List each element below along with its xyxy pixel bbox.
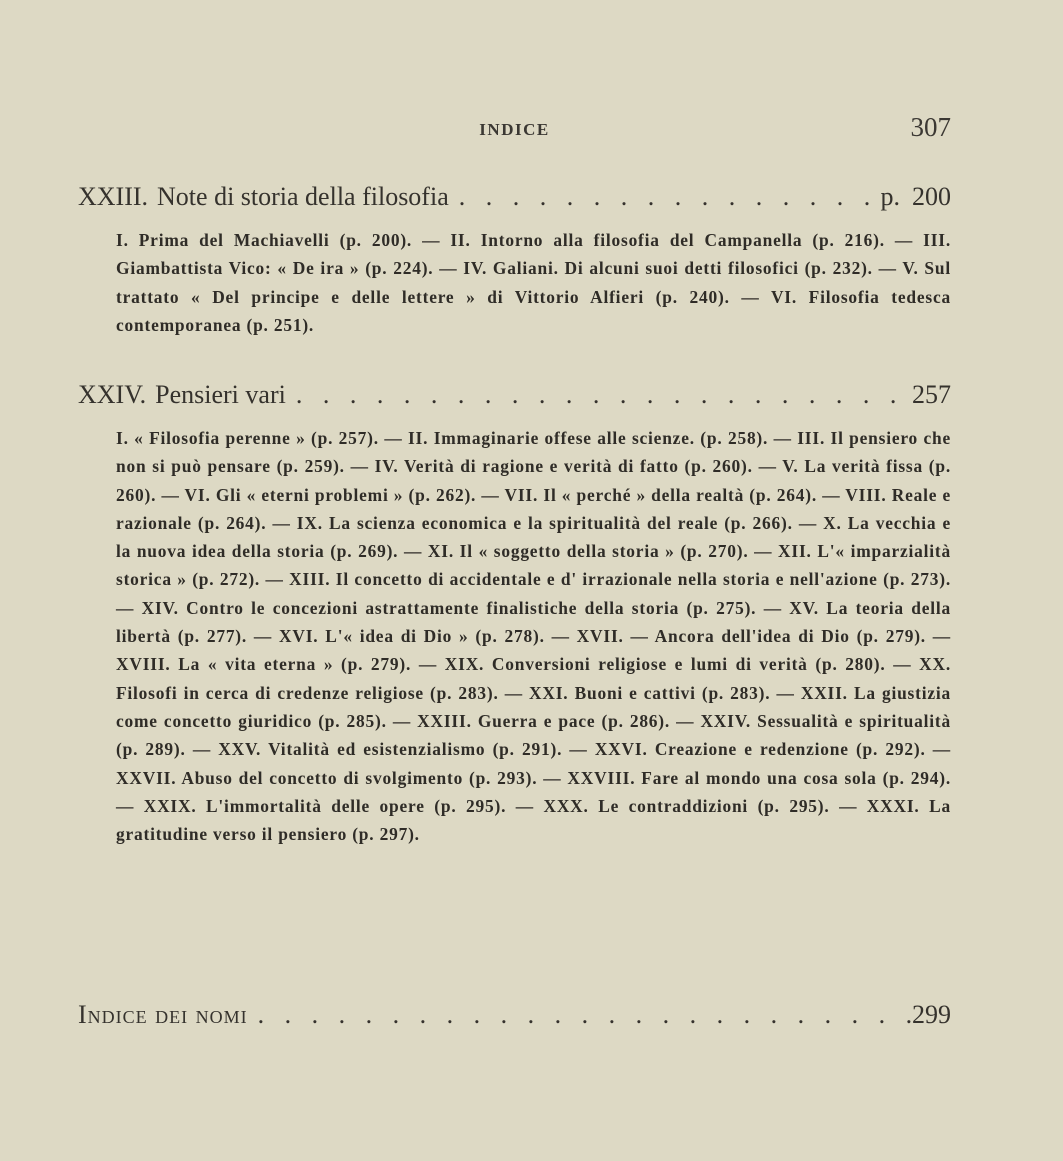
dot-leader (248, 1000, 912, 1030)
page-number: 307 (910, 112, 951, 142)
entry-number: XXIV. (78, 380, 147, 409)
entry-page: 299 (912, 1000, 951, 1029)
entry-number: XXIII. (78, 182, 149, 211)
entry-title: Pensieri vari (155, 380, 286, 409)
entry-page-prefix: p. (880, 182, 900, 211)
dot-leader (449, 182, 881, 212)
entry-title: Note di storia della filosofia (157, 182, 449, 211)
running-head (78, 110, 951, 146)
toc-entry-xxiii (78, 182, 951, 218)
toc-entry-index-of-names (78, 1000, 951, 1036)
entry-page: 257 (912, 380, 951, 409)
dot-leader (286, 380, 912, 410)
entry-page: 200 (912, 182, 951, 211)
running-title: INDICE (479, 120, 550, 139)
toc-entry-detail: I. « Filosofia perenne » (p. 257). — II. Immaginarie offese alle scienze. (p. 258). — III. Il pensiero che non si può pensare (p. 259). — IV. Verità di ragione e verità di fatto (p. 260). — V. La verità fissa (p. 260). — VI. Gli « eterni problemi » (p. 262). — VII. Il « perché » della realtà (p. 264). — VIII. Reale e razionale (p. 264). — IX. La scienza economica e la spiritualità del reale (p. 266). — X. La vecchia e la nuova idea della storia (p. 269). — XI. Il « soggetto della storia » (p. 270). — XII. L'« imparzialità storica » (p. 272). — XIII. Il concetto di accidentale e d' irrazionale nella storia e nell'azione (p. 273). — XIV. Contro le concezioni astrattamente finalistiche della storia (p. 275). — XV. La teoria della libertà (p. 277). — XVI. L'« idea di Dio » (p. 278). — XVII. — Ancora dell'idea di Dio (p. 279). — XVIII. La « vita eterna » (p. 279). — XIX. Conversioni religiose e lumi di verità (p. 280). — XX. Filosofi in cerca di credenze religiose (p. 283). — XXI. Buoni e cattivi (p. 283). — XXII. La giustizia come concetto giuridico (p. 285). — XXIII. Guerra e pace (p. 286). — XXIV. Sessualità e spiritualità (p. 289). — XXV. Vitalità ed esistenzialismo (p. 291). — XXVI. Creazione e redenzione (p. 292). — XXVII. Abuso del concetto di svolgimento (p. 293). — XXVIII. Fare al mondo una cosa sola (p. 294). — XXIX. L'immortalità delle opere (p. 295). — XXX. Le contraddizioni (p. 295). — XXXI. La gratitudine verso il pensiero (p. 297). (116, 428, 951, 845)
entry-title: Indice dei nomi (78, 1000, 248, 1029)
toc-entry-xxiv (78, 380, 951, 416)
toc-entry-detail: I. Prima del Machiavelli (p. 200). — II. Intorno alla filosofia del Campanella (p. 216). — III. Giambattista Vico: « De ira » (p. 224). — IV. Galiani. Di alcuni suoi detti filosofici (p. 232). — V. Sul trattato « Del principe e delle lettere » di Vittorio Alfieri (p. 240). — VI. Filosofia tedesca contemporanea (p. 251). (116, 230, 951, 335)
